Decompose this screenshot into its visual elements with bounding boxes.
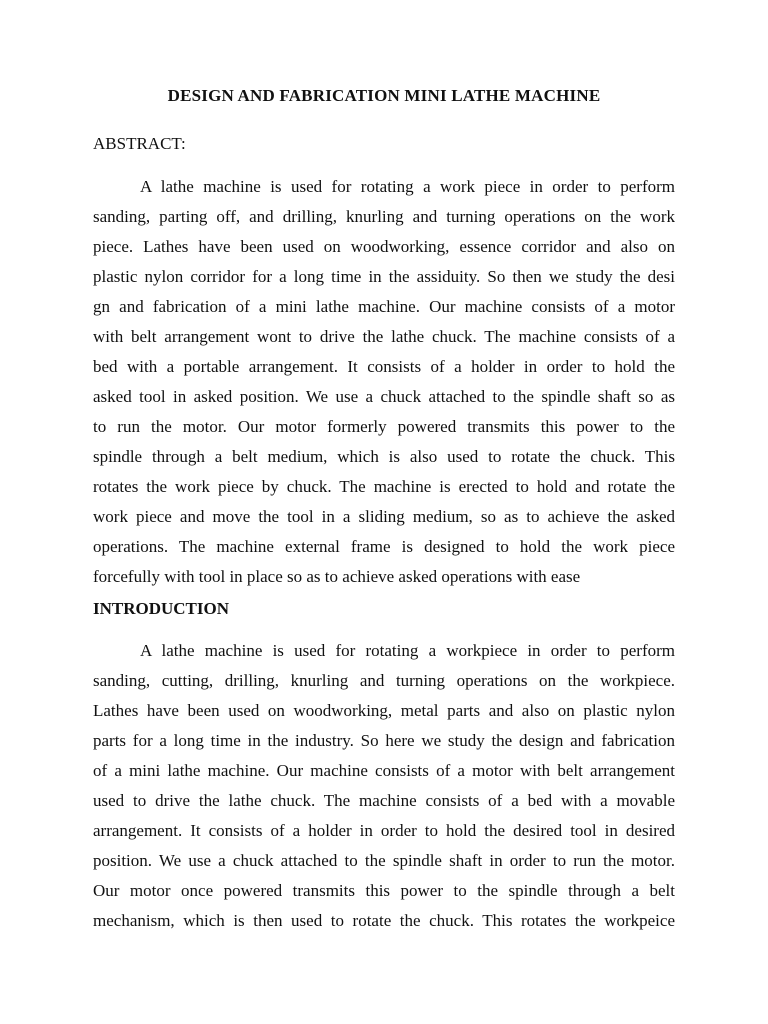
abstract-line: spindle through a belt medium, which is also used to rotate the chuck. This [93, 447, 675, 466]
introduction-line: Our motor once powered transmits this power to the spindle through a belt [93, 881, 675, 900]
abstract-line: piece. Lathes have been used on woodworking, essence corridor and also on [93, 237, 675, 256]
introduction-line: Lathes have been used on woodworking, metal parts and also on plastic nylon [93, 701, 675, 720]
abstract-paragraph [93, 172, 675, 592]
abstract-line: A lathe machine is used for rotating a work piece in order to perform [140, 177, 675, 196]
abstract-line: operations. The machine external frame is designed to hold the work piece [93, 537, 675, 556]
abstract-line: plastic nylon corridor for a long time in the assiduity. So then we study the desi [93, 267, 675, 286]
introduction-line: position. We use a chuck attached to the spindle shaft in order to run the motor. [93, 851, 675, 870]
abstract-label: ABSTRACT: [93, 134, 186, 153]
introduction-line: of a mini lathe machine. Our machine consists of a motor with belt arrangement [93, 761, 675, 780]
document-title: DESIGN AND FABRICATION MINI LATHE MACHINE [167, 86, 601, 105]
abstract-line: gn and fabrication of a mini lathe machine. Our machine consists of a motor [93, 297, 675, 316]
abstract-line: work piece and move the tool in a sliding medium, so as to achieve the asked [93, 507, 675, 526]
introduction-line: mechanism, which is then used to rotate the chuck. This rotates the workpeice [93, 911, 675, 930]
introduction-line: arrangement. It consists of a holder in order to hold the desired tool in desired [93, 821, 675, 840]
abstract-line: to run the motor. Our motor formerly powered transmits this power to the [93, 417, 675, 436]
abstract-line: sanding, parting off, and drilling, knurling and turning operations on the work [93, 207, 675, 226]
abstract-line: rotates the work piece by chuck. The machine is erected to hold and rotate the [93, 477, 675, 496]
introduction-line: sanding, cutting, drilling, knurling and turning operations on the workpiece. [93, 671, 675, 690]
introduction-line: used to drive the lathe chuck. The machine consists of a bed with a movable [93, 791, 675, 810]
abstract-line: forcefully with tool in place so as to achieve asked operations with ease [93, 567, 581, 586]
introduction-paragraph [93, 636, 675, 936]
introduction-line: parts for a long time in the industry. So here we study the design and fabrication [93, 731, 675, 750]
abstract-line: with belt arrangement wont to drive the lathe chuck. The machine consists of a [93, 327, 675, 346]
introduction-line: A lathe machine is used for rotating a workpiece in order to perform [140, 641, 675, 660]
abstract-line: asked tool in asked position. We use a chuck attached to the spindle shaft so as [93, 387, 675, 406]
introduction-heading: INTRODUCTION [93, 599, 230, 618]
abstract-line: bed with a portable arrangement. It consists of a holder in order to hold the [93, 357, 675, 376]
